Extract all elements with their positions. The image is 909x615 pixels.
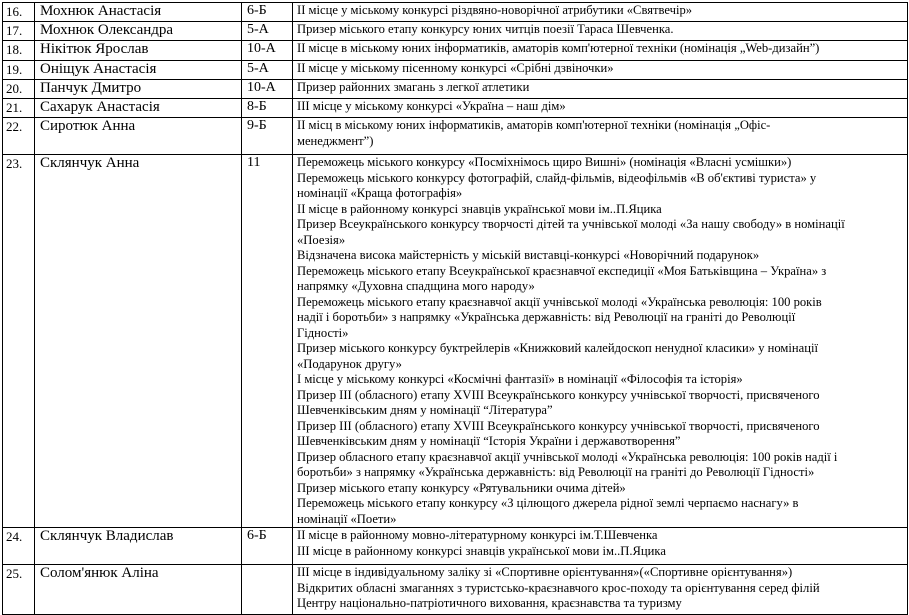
student-class: 6-Б (242, 3, 293, 22)
student-class: 8-Б (242, 99, 293, 118)
table-row (3, 80, 908, 99)
achievement-line: ІІ місце в районному мовно-літературному конкурсі ім.Т.Шевченка (297, 528, 658, 542)
table-row (3, 118, 908, 155)
achievement-line: Переможець міського конкурсу «Посміхнімось щиро Вишні» (номінація «Власні усмішки») (297, 155, 792, 169)
achievements-cell (293, 22, 908, 41)
achievement-line: Переможець міського етапу краєзнавчої акції учнівської молоді «Українська революція: 100 років (297, 294, 822, 309)
achievement-line: боротьби» з напрямку «Українська державність: від Революції на граніті до Революції Гідності» (297, 465, 815, 479)
achievement-line: ІІІ місце в індивідуальному заліку зі «Спортивне орієнтування»(«Спортивне орієнтування») (297, 565, 793, 579)
achievement-line: Призер районних змагань з легкої атлетики (297, 80, 530, 94)
table-row (3, 565, 908, 615)
achievement-line: «Поезія» (297, 232, 346, 247)
achievement-line: ІІІ місце у міському конкурсі «Україна – наш дім» (297, 99, 566, 113)
achievement-line: ІІ місце у міському конкурсі різдвяно-новорічної атрибутики «Святвечір» (297, 3, 693, 17)
table-row (3, 3, 908, 22)
achievement-line: ІІ місц в міському юних інформатиків, аматорів комп'ютерної техніки (номінація „Офіс- (297, 118, 771, 132)
achievement-line: Призер міського конкурсу буктрейлерів «Книжковий калейдоскоп ненудної класики» у номінації (297, 341, 818, 355)
table-row (3, 22, 908, 41)
row-number: 22. (3, 118, 35, 155)
student-class: 6-Б (242, 528, 293, 565)
achievements-cell (293, 155, 908, 528)
awards-table-body (3, 3, 908, 615)
achievements-cell (293, 118, 908, 155)
row-number: 18. (3, 41, 35, 61)
achievement-line: «Подарунок другу» (297, 356, 402, 371)
achievement-line: Шевченківським дням у номінації “Історія України і державотворення” (297, 434, 681, 448)
student-class: 5-А (242, 61, 293, 80)
achievement-line: напрямку «Духовна спадщина мого народу» (297, 279, 535, 293)
row-number: 17. (3, 22, 35, 41)
achievement-line: Призер обласного етапу краєзнавчої акції учнівської молоді «Українська революція: 100 років надії і (297, 449, 838, 464)
achievement-line: Призер ІІІ (обласного) етапу XVIII Всеукраїнського конкурсу учнівської творчості, присвяченого (297, 387, 820, 402)
achievements-cell (293, 80, 908, 99)
student-name: Склянчук Владислав (35, 528, 242, 565)
achievements-cell (293, 99, 908, 118)
achievement-line: Переможець міського конкурсу фотографій, слайд-фільмів, відеофільмів «В об'єктиві туриста» у (297, 170, 817, 185)
student-class (242, 565, 293, 615)
row-number: 23. (3, 155, 35, 528)
table-row (3, 155, 908, 528)
achievements-cell (293, 41, 908, 61)
achievement-line: надії і боротьби» з напрямку «Українська державність: від Революції на граніті до Революції (297, 310, 796, 324)
student-class: 10-А (242, 41, 293, 61)
achievements-cell (293, 61, 908, 80)
row-number: 21. (3, 99, 35, 118)
achievement-line: І місце у міському конкурсі «Космічні фантазії» в номінації «Філософія та історія» (297, 372, 743, 386)
achievement-line: ІІ місце в районному конкурсі знавців української мови ім..П.Яцика (297, 201, 662, 216)
table-row (3, 528, 908, 565)
achievement-line: Призер міського етапу конкурсу «Рятувальники очима дітей» (297, 480, 626, 495)
achievement-line: ІІІ місце в районному конкурсі знавців української мови ім..П.Яцика (297, 543, 666, 558)
student-class: 9-Б (242, 118, 293, 155)
table-row (3, 99, 908, 118)
achievement-line: ІІ місце у міському пісенному конкурсі «Срібні дзвіночки» (297, 61, 614, 75)
student-name: Сахарук Анастасія (35, 99, 242, 118)
achievement-line: Шевченківським дням у номінації “Література” (297, 403, 553, 417)
student-name: Мохнюк Анастасія (35, 3, 242, 22)
student-class: 10-А (242, 80, 293, 99)
table-row (3, 61, 908, 80)
achievement-line: номінації «Краща фотографія» (297, 186, 463, 200)
achievement-line: Призер Всеукраїнського конкурсу творчості дітей та учнівської молоді «За нашу свободу» в номінації (297, 217, 845, 231)
student-name: Склянчук Анна (35, 155, 242, 528)
achievement-line: Відкритих обласні змаганнях з туристсько-краєзнавчого крос-походу та орієнтування серед філій (297, 580, 820, 595)
student-class: 11 (242, 155, 293, 528)
student-name: Солом'янюк Аліна (35, 565, 242, 615)
achievement-line: Призер міського етапу конкурсу юних читців поезії Тараса Шевченка. (297, 22, 674, 36)
student-class: 5-А (242, 22, 293, 41)
student-name: Нікітюк Ярослав (35, 41, 242, 61)
table-row (3, 41, 908, 61)
student-name: Оніщук Анастасія (35, 61, 242, 80)
awards-table (2, 2, 908, 615)
achievement-line: Призер ІІІ (обласного) етапу XVIII Всеукраїнського конкурсу учнівської творчості, присвяченого (297, 418, 820, 433)
student-name: Сиротюк Анна (35, 118, 242, 155)
achievement-line: Переможець міського етапу конкурсу «З цілющого джерела рідної землі черпаємо наснагу» в (297, 496, 799, 510)
achievement-line: ІІ місце в міському юних інформатиків, аматорів комп'ютерної техніки (номінація „Web-дизайн”) (297, 41, 820, 55)
achievement-line: Переможець міського етапу Всеукраїнської краєзнавчої експедиції «Моя Батьківщина – Україна» з (297, 263, 827, 278)
row-number: 25. (3, 565, 35, 615)
achievement-line: менеджмент”) (297, 133, 374, 148)
achievement-line: Відзначена висока майстерність у міській виставці-конкурсі «Новорічний подарунок» (297, 248, 760, 262)
row-number: 24. (3, 528, 35, 565)
row-number: 16. (3, 3, 35, 22)
row-number: 19. (3, 61, 35, 80)
achievement-line: Центру національно-патріотичного виховання, краєзнавства та туризму (297, 596, 682, 610)
achievements-cell (293, 565, 908, 615)
row-number: 20. (3, 80, 35, 99)
achievement-line: Гідності» (297, 325, 349, 340)
achievements-cell (293, 3, 908, 22)
achievement-line: номінації «Поети» (297, 511, 397, 526)
achievements-cell (293, 528, 908, 565)
student-name: Мохнюк Олександра (35, 22, 242, 41)
student-name: Панчук Дмитро (35, 80, 242, 99)
